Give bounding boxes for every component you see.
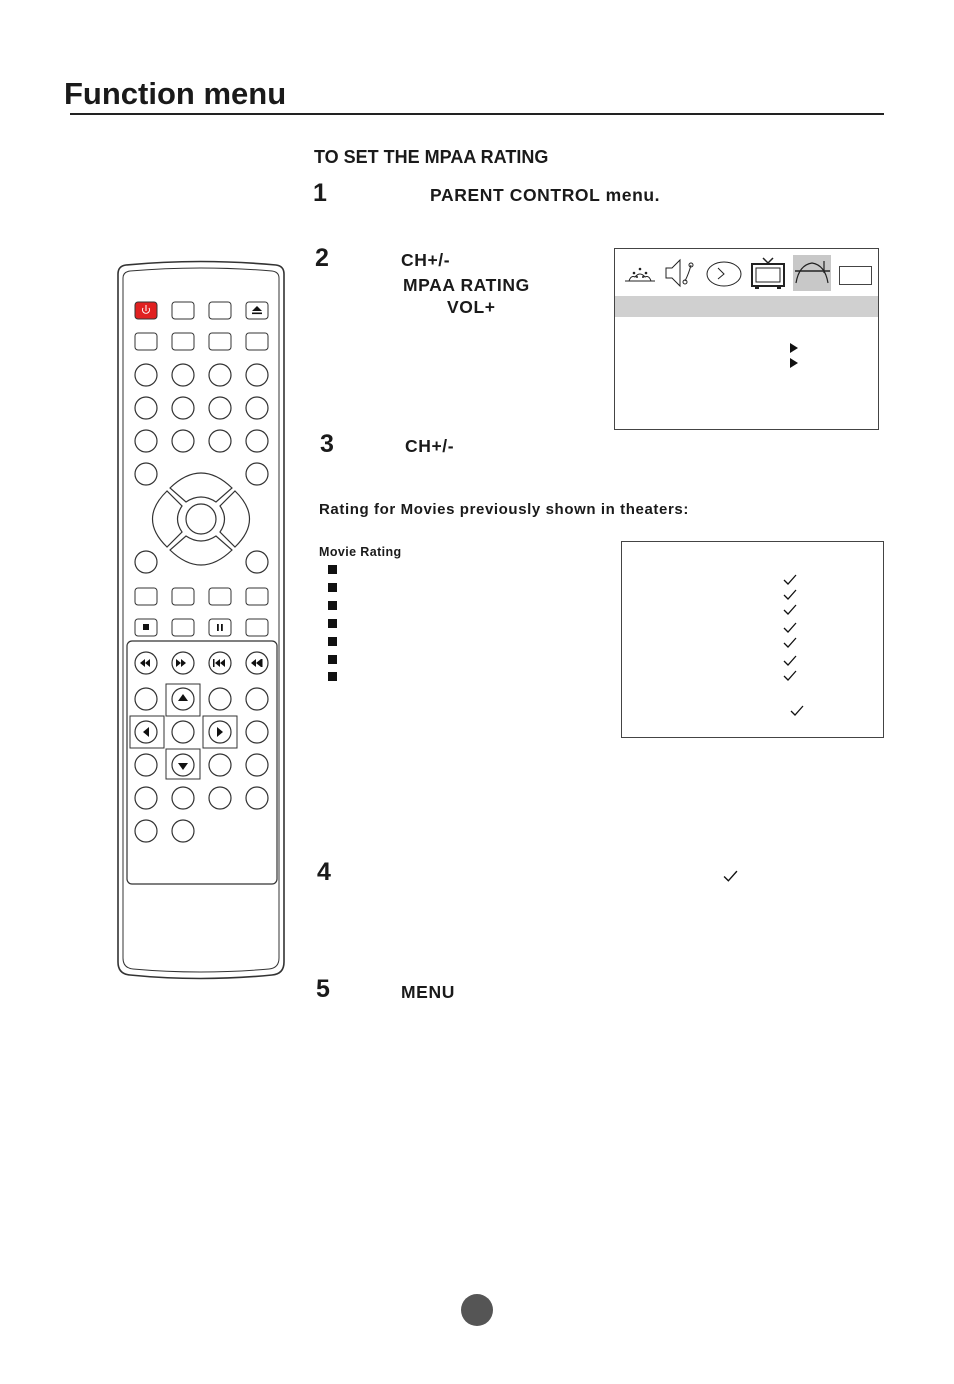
step-2-keyword-ch: CH+/- — [401, 250, 451, 270]
page-title: Function menu — [64, 76, 287, 111]
sound-icon — [661, 255, 699, 291]
remote-control-illustration — [112, 260, 292, 980]
ratings-heading: Rating for Movies previously shown in theaters: — [319, 501, 689, 518]
osd-icon-bar — [615, 249, 878, 295]
checkmark-icon — [783, 622, 797, 634]
checkmark-icon — [783, 604, 797, 616]
checkmark-icon — [783, 655, 797, 667]
title-rule — [70, 113, 884, 115]
picture-icon — [621, 255, 659, 291]
section-heading: TO SET THE MPAA RATING — [314, 147, 549, 167]
checkmark-icon — [783, 637, 797, 649]
rating-bullet — [328, 565, 337, 574]
checkmark-icon — [790, 705, 804, 717]
checkmark-icon — [783, 574, 797, 586]
step-2-keyword-vol: VOL+ — [447, 297, 496, 317]
osd-highlight-row — [615, 296, 878, 317]
tv-icon — [749, 255, 787, 291]
checkmark-icon — [783, 589, 797, 601]
step-5-keyword: MENU — [401, 982, 455, 1002]
step-2-keyword-mpaa: MPAA RATING — [403, 275, 530, 295]
step-5-number: 5 — [316, 975, 330, 1003]
step-3-keyword: CH+/- — [405, 436, 455, 456]
submenu-arrow-icon — [790, 343, 798, 353]
step-4-number: 4 — [317, 858, 331, 886]
parental-lock-icon — [793, 255, 831, 291]
step-2-number: 2 — [315, 244, 329, 272]
rating-bullet — [328, 619, 337, 628]
rating-bullet — [328, 655, 337, 664]
submenu-arrow-icon — [790, 358, 798, 368]
rating-bullet — [328, 637, 337, 646]
movie-rating-label: Movie Rating — [319, 545, 402, 559]
step-1-number: 1 — [313, 179, 327, 207]
checkmark-icon — [723, 870, 738, 883]
osd-parent-control-menu — [614, 248, 879, 430]
clock-icon — [705, 255, 743, 291]
rating-bullet — [328, 672, 337, 681]
step-1-keyword: PARENT CONTROL menu. — [430, 185, 661, 205]
rating-bullet — [328, 583, 337, 592]
blank-tab-icon — [839, 266, 872, 285]
page-number-badge — [461, 1294, 493, 1326]
rating-osd-box — [621, 541, 884, 738]
step-3-number: 3 — [320, 430, 334, 458]
osd-selected-tab — [793, 255, 831, 291]
checkmark-icon — [783, 670, 797, 682]
rating-bullet — [328, 601, 337, 610]
